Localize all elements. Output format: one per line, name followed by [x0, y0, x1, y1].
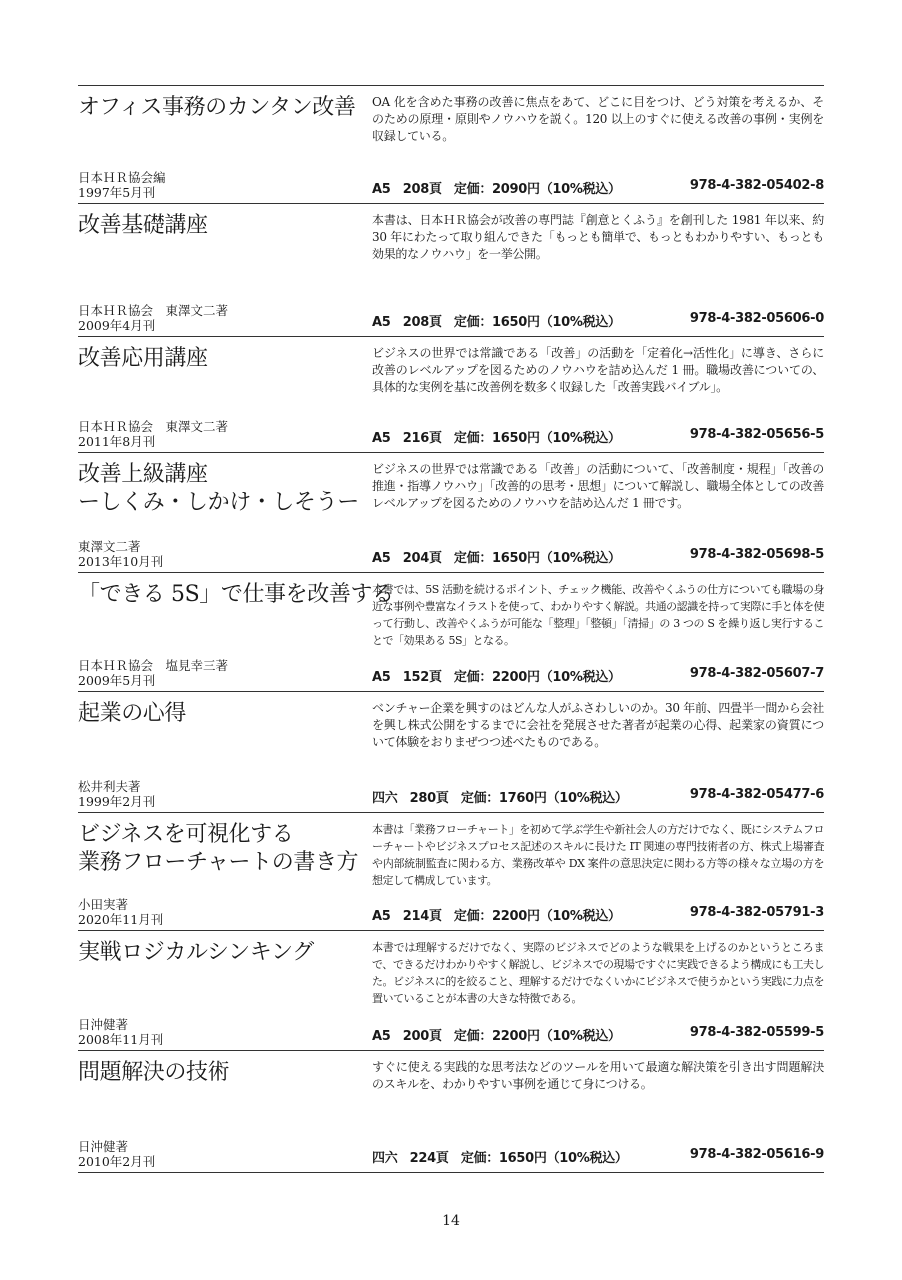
book-isbn: 978-4-382-05791-3 — [689, 905, 824, 920]
book-author: 日本ＨＲ協会編 — [78, 170, 166, 185]
book-spec — [372, 311, 824, 330]
book-pages: 216頁 — [402, 431, 442, 446]
book-meta — [78, 897, 368, 927]
book-description: 本書では、5S 活動を続けるポイント、チェック機能、改善やくふうの仕方についても職場の身近な事例や豊富なイラストを使って、わかりやすく解説。共通の認識を持って実際に手と体を使って行動し、改善やくふうが可能な「整理」「整頓」「清掃」の 3 つの S を繰り返し実行することで「効果ある 5S」となる。 — [372, 583, 824, 647]
book-date: 1999年2月刊 — [78, 794, 156, 809]
book-isbn: 978-4-382-05599-5 — [689, 1025, 824, 1040]
book-entry — [78, 336, 824, 452]
book-author: 日本ＨＲ協会 東澤文二著 — [78, 419, 229, 434]
book-isbn: 978-4-382-05656-5 — [689, 427, 824, 442]
book-pages: 200頁 — [402, 1029, 442, 1044]
book-title — [78, 212, 374, 240]
book-price: 定価：2200円（10%税込） — [453, 909, 621, 924]
book-format: A5 — [372, 551, 391, 566]
book-title-line: 改善基礎講座 — [78, 213, 208, 238]
book-title — [78, 461, 374, 517]
book-description: 本書は「業務フローチャート」を初めて学ぶ学生や新社会人の方だけでなく、既にシステムフローチャートやビジネスプロセス記述のスキルに長けた IT 関連の専門技術者の方、株式上場審査や内部統制監査に関わる方、業務改革や DX 案件の意思決定に関わる方等の様々な立場の方を想定して構成しています。 — [372, 823, 824, 887]
book-description: 本書は、日本ＨＲ協会が改善の専門誌『創意とくふう』を創刊した 1981 年以来、約 30 年にわたって取り組んできた「もっとも簡単で、もっともわかりやすい、もっとも効果的なノウハウ」を一挙公開。 — [372, 213, 824, 261]
book-price: 定価：1650円（10%税込） — [453, 315, 621, 330]
book-format: A5 — [372, 182, 391, 197]
book-pages: 208頁 — [402, 182, 442, 197]
book-date: 2009年5月刊 — [78, 673, 156, 688]
book-meta — [78, 419, 368, 449]
book-spec — [372, 905, 824, 924]
book-title — [78, 345, 374, 373]
book-isbn: 978-4-382-05698-5 — [689, 547, 824, 562]
book-pages: 208頁 — [402, 315, 442, 330]
book-title-line: 改善応用講座 — [78, 346, 208, 371]
book-description: すぐに使える実践的な思考法などのツールを用いて最適な解決策を引き出す問題解決のスキルを、わかりやすい事例を通じて身につける。 — [372, 1060, 824, 1091]
book-date: 2008年11月刊 — [78, 1032, 164, 1047]
book-description: ベンチャー企業を興すのはどんな人がふさわしいのか。30 年前、四畳半一間から会社を興し株式公開をするまでに会社を発展させた著者が起業の心得、起業家の資質について体験をおりまぜつつ述べたものである。 — [372, 701, 824, 749]
book-date: 1997年5月刊 — [78, 185, 156, 200]
book-spec — [372, 666, 824, 685]
book-isbn: 978-4-382-05477-6 — [689, 787, 824, 802]
book-meta — [78, 1139, 368, 1169]
book-format: 四六 — [372, 791, 398, 806]
book-spec — [372, 1147, 824, 1166]
book-meta — [78, 303, 368, 333]
book-price: 定価：1650円（10%税込） — [453, 431, 621, 446]
book-meta — [78, 539, 368, 569]
book-pages: 204頁 — [402, 551, 442, 566]
book-title-line: 業務フローチャートの書き方 — [78, 850, 359, 875]
book-pages: 280頁 — [409, 791, 449, 806]
book-title — [78, 1059, 374, 1087]
book-isbn: 978-4-382-05607-7 — [689, 666, 824, 681]
book-entry — [78, 930, 824, 1050]
book-pages: 152頁 — [402, 670, 442, 685]
book-pages: 214頁 — [402, 909, 442, 924]
book-meta — [78, 658, 368, 688]
book-price: 定価：1760円（10%税込） — [460, 791, 628, 806]
book-pages: 224頁 — [409, 1151, 449, 1166]
bottom-divider — [78, 1172, 824, 1173]
book-format: A5 — [372, 315, 391, 330]
book-description: 本書では理解するだけでなく、実際のビジネスでどのような戦果を上げるのかというところまで、できるだけわかりやすく解説し、ビジネスでの現場ですぐに実践できるよう構成にも工夫した。ビジネスに的を絞ること、理解するだけでなくいかにビジネスで使うかという実践に力点を置いていることが本書の大きな特徴である。 — [372, 941, 824, 1005]
book-spec — [372, 1025, 824, 1044]
book-author: 松井利夫著 — [78, 779, 141, 794]
book-price: 定価：2200円（10%税込） — [453, 1029, 621, 1044]
book-date: 2013年10月刊 — [78, 554, 164, 569]
book-format: A5 — [372, 909, 391, 924]
book-title-line: ーしくみ・しかけ・しそうー — [78, 490, 359, 515]
book-entry — [78, 203, 824, 336]
book-entry — [78, 85, 824, 203]
book-description: OA 化を含めた事務の改善に焦点をあて、どこに目をつけ、どう対策を考えるか、そのための原理・原則やノウハウを説く。120 以上のすぐに使える改善の事例・実例を収録している。 — [372, 95, 824, 143]
book-entry — [78, 1050, 824, 1172]
book-title-line: オフィス事務のカンタン改善 — [78, 95, 356, 120]
book-meta — [78, 170, 368, 200]
book-format: 四六 — [372, 1151, 398, 1166]
book-date: 2009年4月刊 — [78, 318, 156, 333]
book-title — [78, 581, 394, 609]
book-author: 東澤文二著 — [78, 539, 141, 554]
book-author: 小田実著 — [78, 897, 129, 912]
book-title — [78, 939, 374, 967]
book-meta — [78, 779, 368, 809]
book-price: 定価：1650円（10%税込） — [460, 1151, 628, 1166]
book-title-line: 改善上級講座 — [78, 462, 208, 487]
book-format: A5 — [372, 1029, 391, 1044]
book-title-line: 「できる 5S」で仕事を改善する — [78, 582, 394, 607]
book-isbn: 978-4-382-05616-9 — [689, 1147, 824, 1162]
book-isbn: 978-4-382-05606-0 — [689, 311, 824, 326]
book-price: 定価：1650円（10%税込） — [453, 551, 621, 566]
book-entry — [78, 572, 824, 691]
book-price: 定価：2200円（10%税込） — [453, 670, 621, 685]
book-date: 2011年8月刊 — [78, 434, 156, 449]
book-date: 2010年2月刊 — [78, 1154, 156, 1169]
book-spec — [372, 547, 824, 566]
book-title — [78, 700, 374, 728]
book-title-line: 起業の心得 — [78, 701, 187, 726]
book-entry — [78, 812, 824, 930]
book-author: 日沖健著 — [78, 1139, 129, 1154]
page-number: 14 — [442, 1213, 460, 1229]
book-meta — [78, 1017, 368, 1047]
book-entry — [78, 691, 824, 812]
book-spec — [372, 178, 824, 197]
book-price: 定価：2090円（10%税込） — [453, 182, 621, 197]
book-description: ビジネスの世界では常識である「改善」の活動を「定着化→活性化」に導き、さらに改善のレベルアップを図るためのノウハウを詰め込んだ 1 冊。職場改善についての、具体的な実例を基に改善例を数多く収録した「改善実践バイブル」。 — [372, 346, 824, 394]
book-catalog — [78, 85, 824, 1173]
book-title-line: 問題解決の技術 — [78, 1060, 230, 1085]
book-title-line: ビジネスを可視化する — [78, 822, 294, 847]
book-format: A5 — [372, 670, 391, 685]
book-date: 2020年11月刊 — [78, 912, 164, 927]
book-author: 日本ＨＲ協会 東澤文二著 — [78, 303, 229, 318]
book-isbn: 978-4-382-05402-8 — [689, 178, 824, 193]
book-entry — [78, 452, 824, 572]
book-format: A5 — [372, 431, 391, 446]
book-title — [78, 821, 374, 877]
book-author: 日沖健著 — [78, 1017, 129, 1032]
book-author: 日本ＨＲ協会 塩見幸三著 — [78, 658, 229, 673]
book-spec — [372, 427, 824, 446]
book-title — [78, 94, 374, 122]
book-spec — [372, 787, 824, 806]
book-description: ビジネスの世界では常識である「改善」の活動について、「改善制度・規程」「改善の推進・指導ノウハウ」「改善的の思考・思想」について解説し、職場全体としての改善レベルアップを図るためのノウハウを詰め込んだ 1 冊です。 — [372, 462, 824, 510]
book-title-line: 実戦ロジカルシンキング — [78, 940, 314, 965]
